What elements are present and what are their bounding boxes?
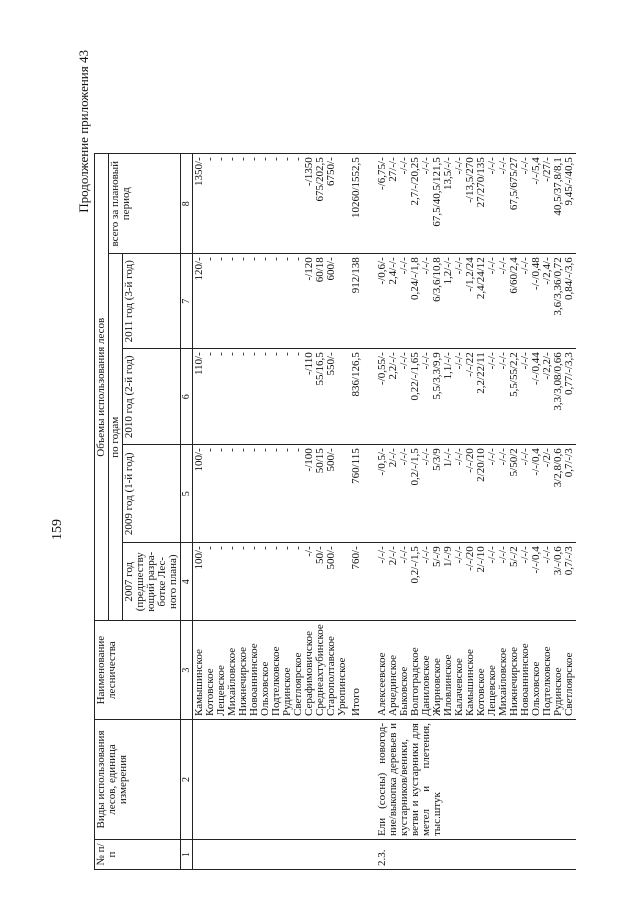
total-2007: 760/- <box>349 543 364 621</box>
value-cell: -/-/- <box>420 257 432 275</box>
value-cell: -/2,4/- <box>541 257 553 285</box>
value-cell: - <box>292 157 304 161</box>
header-2010: 2010 год (2-й год) <box>123 349 181 445</box>
value-cell: 2,4/-/- <box>387 257 399 285</box>
value-cell: 550/- <box>325 352 337 376</box>
value-cell: 55/16,5 <box>314 352 326 386</box>
value-cell: - <box>237 546 249 550</box>
index-cell: 7 <box>181 254 193 349</box>
forestry-name: Михайловское <box>497 647 509 716</box>
forestry-name: Ольховское <box>259 661 271 716</box>
value-cell: 0,7/-/3 <box>563 448 575 478</box>
index-cell: 5 <box>181 445 193 543</box>
forestry-name: Волгоградское <box>409 647 421 716</box>
value-cell: -/2,2/- <box>541 352 553 380</box>
forestry-name: Светлоярское <box>563 652 575 716</box>
value-cell: -/1350 <box>303 157 315 186</box>
value-cell: 0,2/-/1,5 <box>409 448 421 486</box>
forestry-name: Новоаннинское <box>519 643 531 716</box>
forestry-name: Лещевское <box>215 665 227 716</box>
value-cell: - <box>270 257 282 261</box>
value-cell: - <box>259 157 271 161</box>
value-cell: 3,6/3,36/0,72 <box>552 257 564 316</box>
forestry-name: Котовское <box>204 668 216 716</box>
value-cell: 6/3,6/10,8 <box>431 257 443 302</box>
value-cell: -/-/- <box>486 546 498 564</box>
section1-values-2011 <box>193 254 350 349</box>
value-cell: -/-/22 <box>464 352 476 377</box>
value-cell: -/-/- <box>420 546 432 564</box>
section2-block <box>376 154 576 870</box>
index-cell: 1 <box>181 840 193 870</box>
value-cell: 0,24/-/1,8 <box>409 257 421 301</box>
value-cell: -/-/- <box>398 257 410 275</box>
value-cell: -/-/20 <box>464 448 476 473</box>
value-cell: 27/270/135 <box>475 157 487 208</box>
section1-num <box>193 840 350 870</box>
section1-forestry-names <box>193 621 350 720</box>
value-cell: - <box>237 257 249 261</box>
forestry-name: Подтелковское <box>270 646 282 716</box>
value-cell <box>337 448 348 539</box>
value-cell: - <box>248 157 260 161</box>
forestry-name: Арчединское <box>387 655 399 716</box>
value-cell: 67,5/40,5/121,5 <box>431 157 443 227</box>
value-cell: -/2/- <box>541 448 553 468</box>
value-cell: - <box>237 157 249 161</box>
value-cell: 600/- <box>325 257 337 281</box>
value-cell: -/-/- <box>398 546 410 564</box>
value-cell: -/120 <box>303 257 315 281</box>
value-cell: 500/- <box>325 448 337 472</box>
forestry-name: Калачевское <box>453 658 465 716</box>
value-cell: 0,22/-/1,65 <box>409 352 421 401</box>
value-cell: - <box>204 257 216 261</box>
value-cell: -/-/- <box>453 352 465 370</box>
value-cell: -/-/- <box>420 157 432 175</box>
value-cell: - <box>226 448 238 452</box>
value-cell: - <box>215 546 227 550</box>
value-cell: 1350/- <box>193 157 205 186</box>
value-cell: 2,7/-/20,25 <box>409 157 421 206</box>
value-cell: 67,5/675/27 <box>508 157 520 211</box>
value-cell: 2/-/- <box>387 546 399 566</box>
forestry-name: Среднеахтубинское <box>314 624 326 716</box>
forest-use-table <box>94 153 576 870</box>
value-cell: 100/- <box>193 546 205 570</box>
value-cell: 1,1/-/- <box>442 352 454 380</box>
value-cell: 27/-/- <box>387 157 399 182</box>
forestry-name: Рудинское <box>552 667 564 716</box>
value-cell: 2/-/10 <box>475 546 487 573</box>
value-cell: - <box>248 352 260 356</box>
value-cell: - <box>270 157 282 161</box>
header-2011: 2011 год (3-й год) <box>123 254 181 349</box>
value-cell: 100/- <box>193 448 205 472</box>
value-cell: -/-/- <box>486 257 498 275</box>
section1-total-row <box>349 154 364 870</box>
value-cell: - <box>292 257 304 261</box>
value-cell: 0,84/-/3,6 <box>563 257 575 301</box>
value-cell: 5/-/9 <box>431 546 443 568</box>
value-cell: - <box>248 257 260 261</box>
value-cell: -/1,2/24 <box>464 257 476 292</box>
total-2009: 760/115 <box>349 445 364 543</box>
value-cell: 2,2/-/- <box>387 352 399 380</box>
value-cell: - <box>259 546 271 550</box>
header-kind: Виды использования лесов, единица измерения <box>95 720 181 840</box>
value-cell: - <box>226 257 238 261</box>
value-cell: -/-/0,4 <box>530 546 542 574</box>
value-cell: 6/60/2,4 <box>508 257 520 294</box>
section2-values-2011 <box>376 254 576 349</box>
value-cell: 0,7/-/3 <box>563 546 575 576</box>
value-cell: 50/15 <box>314 448 326 474</box>
value-cell: -/0,6/- <box>376 257 388 285</box>
forestry-name: Михайловское <box>226 647 238 716</box>
total-2011: 912/138 <box>349 254 364 349</box>
header-by-years: по годам <box>109 254 123 621</box>
value-cell: - <box>248 448 260 452</box>
section2-values-2007 <box>376 543 576 621</box>
forestry-name: Алексеевское <box>376 652 388 716</box>
value-cell: -/-/0,48 <box>530 257 542 290</box>
value-cell: - <box>215 448 227 452</box>
header-total-period: всего за плановый период <box>109 154 181 254</box>
value-cell: -/-/- <box>453 157 465 175</box>
value-cell: -/-/- <box>497 157 509 175</box>
value-cell: -/-/- <box>486 448 498 466</box>
value-cell: 3,3/3,08/0,66 <box>552 352 564 411</box>
value-cell: 110/- <box>193 352 205 376</box>
value-cell: -/-/- <box>519 157 531 175</box>
value-cell: 6750/- <box>325 157 337 186</box>
continuation-label: Продолжение приложения 43 <box>76 50 91 213</box>
value-cell: - <box>204 546 216 550</box>
value-cell: - <box>259 352 271 356</box>
section2-forestry-names <box>376 621 576 720</box>
value-cell: -/-/- <box>420 352 432 370</box>
value-cell: -/-/- <box>376 546 388 564</box>
value-cell: -/-/0,44 <box>530 352 542 385</box>
value-cell: 1/-/- <box>442 448 454 468</box>
value-cell: -/-/- <box>420 448 432 466</box>
page-number: 159 <box>50 519 65 540</box>
header-num: № п/п <box>95 840 181 870</box>
value-cell: -/-/- <box>497 257 509 275</box>
value-cell: - <box>204 157 216 161</box>
total-2010: 836/126,5 <box>349 349 364 445</box>
value-cell: - <box>226 352 238 356</box>
value-cell: -/6,75/- <box>376 157 388 190</box>
value-cell: -/-/- <box>486 352 498 370</box>
header-2009: 2009 год (1-й год) <box>123 445 181 543</box>
index-cell: 8 <box>181 154 193 254</box>
value-cell <box>337 157 348 250</box>
section1-kind <box>193 720 350 840</box>
value-cell: - <box>292 352 304 356</box>
value-cell: -/-/- <box>519 546 531 564</box>
value-cell: -/-/- <box>519 352 531 370</box>
value-cell: - <box>226 546 238 550</box>
forestry-name: Светлоярское <box>292 652 304 716</box>
value-cell: -/0,55/- <box>376 352 388 385</box>
value-cell: - <box>281 352 293 356</box>
value-cell: - <box>204 352 216 356</box>
value-cell: -/110 <box>303 352 315 376</box>
value-cell: -/-/- <box>541 546 553 564</box>
section-gap <box>364 154 376 870</box>
index-cell: 3 <box>181 621 193 720</box>
value-cell: - <box>292 448 304 452</box>
value-cell <box>337 546 348 617</box>
forestry-name: Ольховское <box>530 661 542 716</box>
value-cell: -/-/- <box>453 257 465 275</box>
value-cell: 1,2/-/- <box>442 257 454 285</box>
section2-kind: Ели (сосны) новогод-ние/выкопка деревьев и кустарников/веники, ветви и кустарники для метел и плетения, тыс.штук <box>376 720 576 840</box>
header-volumes: Объемы использования лесов <box>95 154 109 621</box>
section1-values-total <box>193 154 350 254</box>
value-cell: - <box>215 352 227 356</box>
value-cell: 40,5/37,8/8,1 <box>552 157 564 216</box>
value-cell: -/-/- <box>497 448 509 466</box>
rotated-sheet <box>70 40 600 870</box>
forestry-name: Урюпинское <box>336 657 348 716</box>
forestry-name: Подтелковское <box>541 646 553 716</box>
value-cell: -/13,5/270 <box>464 157 476 203</box>
value-cell: 60/18 <box>314 257 326 283</box>
value-cell: 675/202,5 <box>314 157 326 202</box>
value-cell: 3/-/0,6 <box>552 546 564 576</box>
header-forestry: Наименование лесничества <box>95 621 181 720</box>
value-cell: -/-/- <box>453 546 465 564</box>
value-cell: - <box>237 448 249 452</box>
value-cell: - <box>281 448 293 452</box>
forestry-name: Рудинское <box>281 667 293 716</box>
forestry-name: Лещевское <box>486 665 498 716</box>
value-cell: 2/-/- <box>387 448 399 468</box>
total-label: Итого <box>349 621 364 720</box>
value-cell: -/100 <box>303 448 315 472</box>
value-cell: 5,5/55/2,2 <box>508 352 520 397</box>
forestry-name: Котовское <box>475 668 487 716</box>
value-cell: -/-/- <box>497 546 509 564</box>
value-cell: 2,2/22/11 <box>475 352 487 394</box>
value-cell: - <box>270 546 282 550</box>
forestry-name: Жирновское <box>431 658 443 716</box>
value-cell: 5/50/2 <box>508 448 520 477</box>
index-cell: 2 <box>181 720 193 840</box>
value-cell: - <box>215 257 227 261</box>
value-cell <box>337 257 348 345</box>
value-cell: 0,2/-/1,5 <box>409 546 421 584</box>
forestry-name: Новоаннинское <box>248 643 260 716</box>
value-cell: -/-/- <box>398 157 410 175</box>
value-cell: -/-/- <box>453 448 465 466</box>
forestry-name: Нижнечирское <box>237 646 249 716</box>
forestry-name: Старополтавское <box>325 636 337 716</box>
value-cell: 5/3/9 <box>431 448 443 471</box>
value-cell: 1/-/9 <box>442 546 454 568</box>
value-cell: -/-/- <box>519 448 531 466</box>
column-index-row <box>181 154 193 870</box>
value-cell: -/-/- <box>519 257 531 275</box>
section1-values-2010 <box>193 349 350 445</box>
value-cell: - <box>248 546 260 550</box>
value-cell: -/-/5,4 <box>530 157 542 185</box>
header-2007: 2007 год (предшеству ющий разра- ботке Лес- ного плана) <box>123 543 181 621</box>
section1-values-2009 <box>193 445 350 543</box>
value-cell: - <box>226 157 238 161</box>
index-cell: 4 <box>181 543 193 621</box>
section2-values-total <box>376 154 576 254</box>
value-cell: - <box>270 448 282 452</box>
total-period: 10260/1552,5 <box>349 154 364 254</box>
value-cell: -/-/- <box>398 448 410 466</box>
forestry-name: Быковское <box>398 666 410 716</box>
value-cell: 3/2,8/0,6 <box>552 448 564 488</box>
value-cell: 2/20/10 <box>475 448 487 482</box>
value-cell: - <box>292 546 304 550</box>
index-cell: 6 <box>181 349 193 445</box>
value-cell: -/-/20 <box>464 546 476 571</box>
value-cell: -/-/- <box>398 352 410 370</box>
value-cell: 0,77/-/3,3 <box>563 352 575 396</box>
value-cell: 5/-/2 <box>508 546 520 568</box>
value-cell: -/- <box>303 546 315 557</box>
section2-values-2009 <box>376 445 576 543</box>
value-cell: -/-/- <box>497 352 509 370</box>
value-cell: 50/- <box>314 546 326 564</box>
value-cell: - <box>281 546 293 550</box>
section2-num: 2.3. <box>376 840 576 870</box>
value-cell: - <box>204 448 216 452</box>
value-cell: -/0,5/- <box>376 448 388 476</box>
value-cell: - <box>281 157 293 161</box>
forestry-name: Нижнечирское <box>508 646 520 716</box>
value-cell: 120/- <box>193 257 205 281</box>
value-cell <box>337 352 348 441</box>
section1-values-2007 <box>193 543 350 621</box>
value-cell: 9,45/-/40,5 <box>563 157 575 206</box>
forestry-name: Даниловское <box>420 655 432 716</box>
value-cell: - <box>259 257 271 261</box>
section1-block <box>193 154 350 870</box>
value-cell: 5,5/3,3/9,9 <box>431 352 443 400</box>
value-cell: -/-/- <box>486 157 498 175</box>
value-cell: 2,4/24/12 <box>475 257 487 300</box>
value-cell: - <box>281 257 293 261</box>
forestry-name: Серафимовичское <box>303 630 315 716</box>
value-cell: - <box>259 448 271 452</box>
value-cell: 13,5/-/- <box>442 157 454 190</box>
section2-values-2010 <box>376 349 576 445</box>
value-cell: - <box>270 352 282 356</box>
value-cell: -/27/- <box>541 157 553 182</box>
value-cell: 500/- <box>325 546 337 570</box>
forestry-name: Камышинское <box>193 649 205 716</box>
forestry-name: Камышинское <box>464 649 476 716</box>
forestry-name: Иловлинское <box>442 654 454 716</box>
value-cell: - <box>215 157 227 161</box>
value-cell: -/-/0,4 <box>530 448 542 476</box>
value-cell: - <box>237 352 249 356</box>
